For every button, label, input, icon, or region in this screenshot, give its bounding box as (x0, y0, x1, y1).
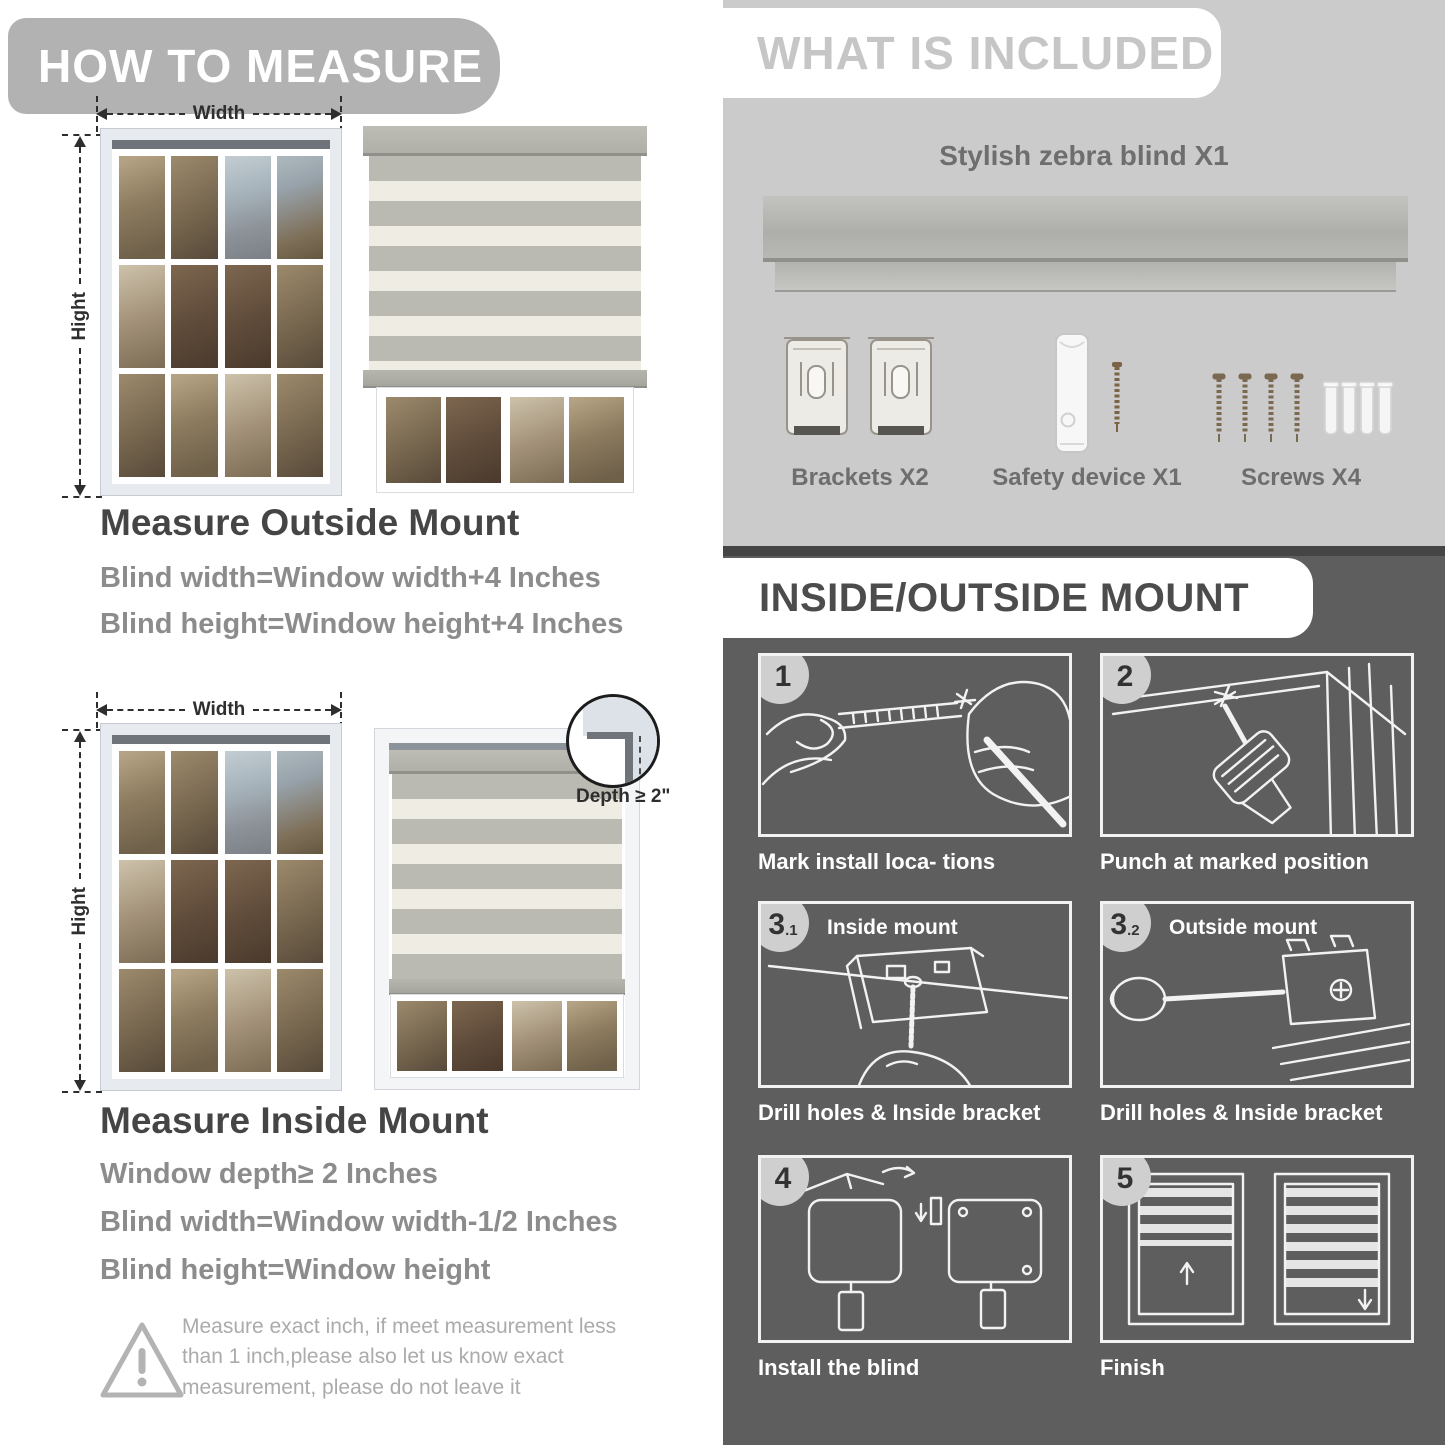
magnifier-circle-icon (566, 694, 660, 788)
step-caption: Install the blind (758, 1355, 920, 1380)
step-badge: 3 .1 (758, 901, 809, 952)
window-below-blind (391, 995, 623, 1077)
safety-device-icon (1030, 332, 1140, 460)
window-sash-right (225, 751, 324, 1072)
how-to-measure-title: HOW TO MEASURE (38, 40, 484, 92)
headrail-valance (775, 262, 1396, 292)
step-panel-2 (1100, 653, 1414, 837)
outside-mount-line: Blind height=Window height+4 Inches (100, 608, 624, 640)
step-badge: 1 (758, 653, 809, 704)
inside-mount-line: Window depth≥ 2 Inches (100, 1158, 438, 1190)
headrail-image (763, 196, 1408, 262)
inside-mount-line: Blind width=Window width-1/2 Inches (100, 1206, 618, 1238)
step-caption: Drill holes & Inside bracket (1100, 1100, 1383, 1125)
blind-fabric (369, 156, 641, 370)
step-badge: 4 (758, 1155, 809, 1206)
blind-cassette (363, 126, 647, 156)
step-panel-1 (758, 653, 1072, 837)
window-sash-right (225, 156, 324, 477)
height-arrow-inside (68, 731, 92, 1091)
height-label: Hight (69, 291, 90, 341)
warning-triangle-icon (96, 1318, 188, 1404)
height-arrow-outside (68, 136, 92, 496)
step-panel-3-1 (758, 901, 1072, 1088)
what-is-included-title: WHAT IS INCLUDED (757, 27, 1215, 79)
step-caption: Mark install loca- tions (758, 849, 996, 874)
mount-header (723, 558, 1313, 638)
how-to-measure-header (8, 18, 500, 114)
window-below-blind (377, 388, 633, 492)
step-caption: Drill holes & Inside bracket (758, 1100, 1041, 1125)
step-panel-5 (1100, 1155, 1414, 1343)
inside-mount-line: Blind height=Window height (100, 1254, 491, 1286)
arrow-up-icon (74, 136, 86, 147)
screws-label: Screws X4 (1240, 464, 1362, 491)
width-arrow-inside (96, 700, 342, 720)
step-badge: 3 .2 (1100, 901, 1151, 952)
width-label: Width (192, 699, 246, 720)
depth-label: Depth ≥ 2" (576, 786, 671, 807)
window-illustration-inside (100, 723, 342, 1091)
height-label: Hight (69, 886, 90, 936)
window-sash-left (119, 751, 218, 1072)
step-overlay-title: Inside mount (827, 916, 958, 939)
mount-title: INSIDE/OUTSIDE MOUNT (759, 575, 1250, 620)
measure-warning-text: Measure exact inch, if meet measurement less than 1 inch,please also let us know exact measurement, please do not leave it (182, 1315, 617, 1399)
mount-steps-section (723, 546, 1445, 1445)
inside-mount-title: Measure Inside Mount (100, 1100, 489, 1141)
brackets-label: Brackets X2 (791, 464, 929, 491)
blind-quantity-label: Stylish zebra blind X1 (939, 140, 1229, 171)
blind-bottom-rail (363, 370, 647, 388)
step-panel-4 (758, 1155, 1072, 1343)
step-overlay-title: Outside mount (1169, 916, 1318, 939)
window-illustration-outside (100, 128, 342, 496)
step-caption: Finish (1100, 1355, 1165, 1380)
step-panel-3-2 (1100, 901, 1414, 1088)
arrow-down-icon (74, 1080, 86, 1091)
blind-bottom-rail (389, 979, 625, 995)
window-sash-left (119, 156, 218, 477)
width-label: Width (192, 103, 246, 124)
mounting-brackets-icon (783, 330, 935, 456)
width-arrow-outside (96, 104, 342, 124)
arrow-down-icon (74, 485, 86, 496)
step-badge: 2 (1100, 653, 1151, 704)
step-badge: 5 (1100, 1155, 1151, 1206)
outside-mount-line: Blind width=Window width+4 Inches (100, 562, 601, 594)
screws-anchors-icon (1205, 372, 1395, 450)
step-caption: Punch at marked position (1100, 849, 1369, 874)
what-is-included-section (723, 0, 1445, 546)
what-is-included-header (723, 8, 1221, 98)
arrow-up-icon (74, 731, 86, 742)
outside-mount-title: Measure Outside Mount (100, 502, 520, 543)
safety-device-label: Safety device X1 (992, 464, 1182, 491)
